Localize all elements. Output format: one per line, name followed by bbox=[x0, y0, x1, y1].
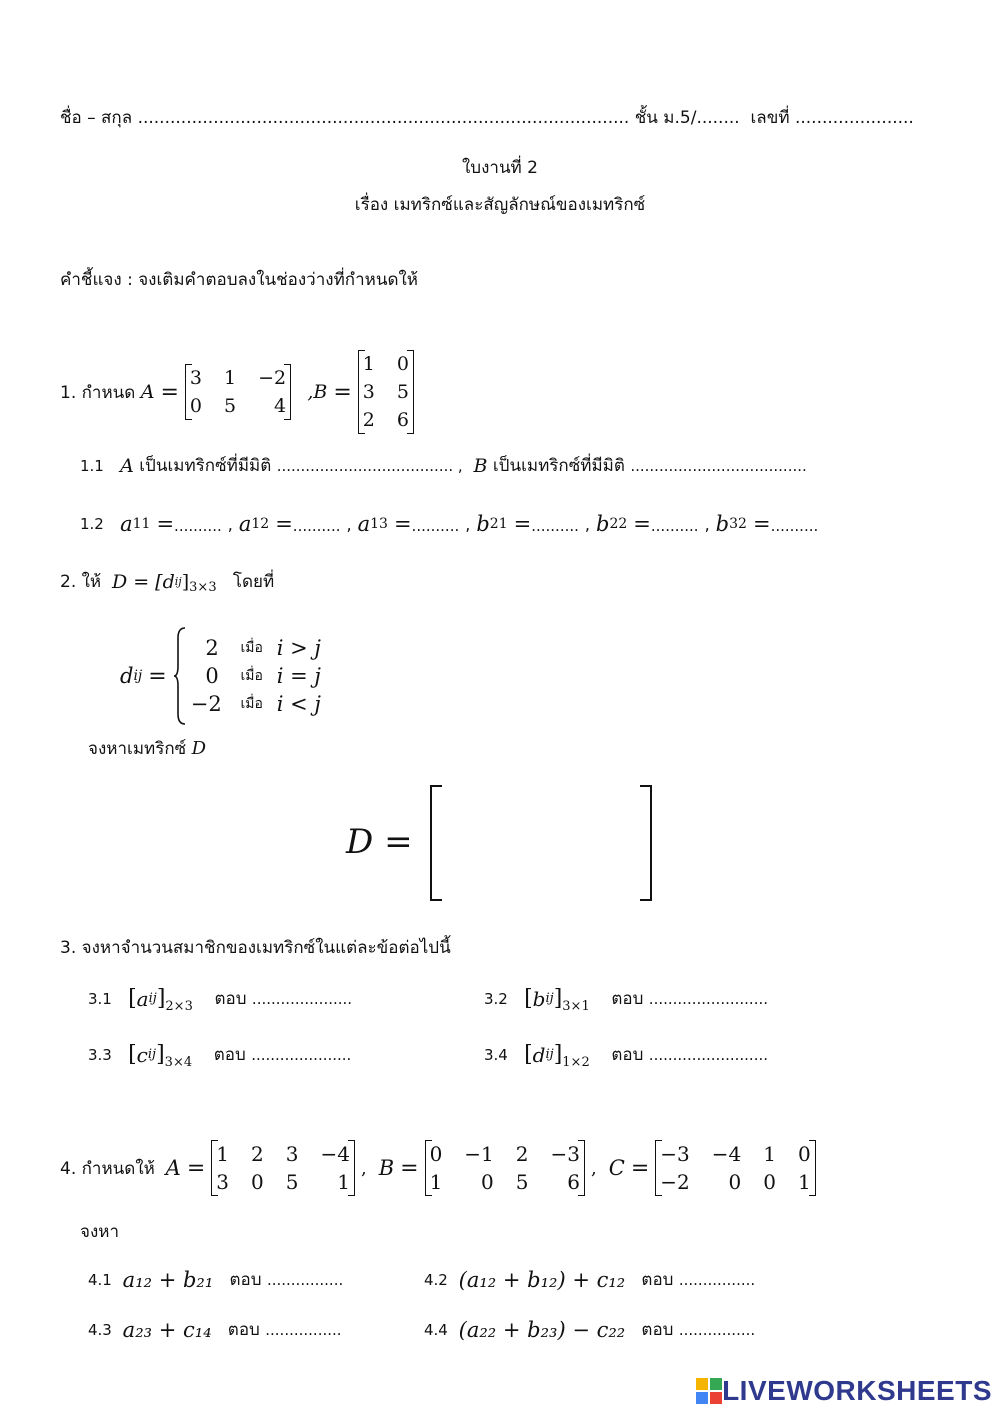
class-blank[interactable]: ........ bbox=[696, 107, 740, 128]
q2-def-sub: ij bbox=[174, 575, 182, 588]
q2-case-when: เมื่อ bbox=[240, 696, 263, 712]
q3-item: 3.2 [ b ij ] $_{3\times 1}$ ตอบ ......................... bbox=[484, 986, 768, 1014]
q1-b-cell-1-2: 0 bbox=[396, 353, 409, 375]
q4-item-number: 4.1 bbox=[88, 1270, 112, 1289]
liveworksheets-logo[interactable] bbox=[696, 1375, 992, 1407]
q2-case-condition: i = j bbox=[276, 664, 321, 688]
q4-b-cell-2-1: 1 bbox=[429, 1170, 443, 1194]
q1-1-a-symbol: A bbox=[120, 454, 134, 477]
q1-b-cell-3-1: 2 bbox=[362, 409, 375, 431]
q4-c-cell-1-1: −3 bbox=[660, 1142, 690, 1166]
q4-b-cell-1-2: −1 bbox=[464, 1142, 494, 1166]
q4-a-cell-2-1: 3 bbox=[216, 1170, 229, 1194]
q4-item-blank[interactable]: ................ bbox=[678, 1320, 756, 1339]
q1-2-item: a 13 =.......... , bbox=[357, 512, 471, 536]
q3-label: 3. จงหาจำนวนสมาชิกของเมทริกซ์ในแต่ละข้อต่อไปนี้ bbox=[60, 938, 451, 958]
q4-item bbox=[88, 1266, 343, 1293]
q4-matrix-b bbox=[425, 1140, 585, 1196]
q1-matrix-a-name: A bbox=[140, 381, 155, 403]
q4-c-cell-2-3: 0 bbox=[763, 1170, 776, 1194]
q3-item-number: 3.4 bbox=[484, 1045, 508, 1064]
q1-2-symbol: a bbox=[120, 512, 133, 536]
q2-definition: 2. ให้ D = [d ij ] $_{3\times 3}$ โดยที่ bbox=[60, 568, 274, 595]
q4-b-name: B bbox=[378, 1156, 395, 1180]
q1-2-blank[interactable]: =.......... bbox=[752, 512, 819, 536]
q2-def-lhs: D = [d bbox=[111, 570, 175, 593]
q1-matrix-a bbox=[185, 364, 291, 420]
q1-2-subscript: 21 bbox=[489, 516, 508, 532]
q4-c-cell-1-4: 0 bbox=[797, 1142, 811, 1166]
q1-a-cell-2-1: 0 bbox=[189, 395, 203, 417]
q3-item-blank[interactable]: ......................... bbox=[648, 989, 768, 1008]
q1-1 bbox=[80, 452, 807, 479]
q1-b-cell-2-2: 5 bbox=[396, 381, 409, 403]
q4-item-answer-label: ตอบ bbox=[229, 1270, 262, 1290]
q1-1-number: 1.1 bbox=[80, 456, 104, 475]
q2-ask bbox=[88, 735, 206, 762]
q2-case-list bbox=[191, 636, 321, 716]
q3-item-answer-label: ตอบ bbox=[214, 989, 247, 1009]
q4-item-answer-label: ตอบ bbox=[641, 1270, 674, 1290]
q4-item-expression: a₁₂ + b₂₁ bbox=[122, 1267, 214, 1292]
q1-2-blank[interactable]: =.......... bbox=[633, 512, 699, 536]
q3-item: 3.4 [ d ij ] $_{1\times 2}$ ตอบ ......................... bbox=[484, 1042, 768, 1070]
q1-2 bbox=[80, 512, 818, 536]
q4-item bbox=[88, 1316, 342, 1343]
q4-matrix-c bbox=[655, 1140, 815, 1196]
q1-2-subscript: 11 bbox=[132, 516, 151, 532]
q2-label: 2. ให้ bbox=[60, 572, 102, 592]
q1-2-blank[interactable]: =.......... bbox=[156, 512, 222, 536]
q1-a-cell-2-3: 4 bbox=[274, 395, 287, 417]
q4-item-expression: (a₂₂ + b₂₃) − c₂₂ bbox=[458, 1317, 626, 1342]
q1-1-blank-b[interactable]: ..................................... bbox=[630, 456, 807, 475]
q3-item: 3.1 [ a ij ] $_{2\times 3}$ ตอบ ..................... bbox=[88, 986, 353, 1014]
q1-1-text-b: เป็นเมทริกซ์ที่มีมิติ bbox=[492, 456, 625, 476]
q4-find: จงหา bbox=[80, 1222, 120, 1242]
student-info-line bbox=[60, 104, 914, 131]
q1-2-blank[interactable]: =.......... bbox=[513, 512, 579, 536]
q4-label: 4. กำหนดให้ bbox=[60, 1158, 155, 1179]
q1-b-cell-2-1: 3 bbox=[362, 381, 375, 403]
q3-item-symbol: a bbox=[136, 986, 149, 1011]
q1-2-symbol: a bbox=[357, 512, 371, 536]
q1-2-item bbox=[716, 512, 819, 536]
q4-a-cell-1-1: 1 bbox=[216, 1142, 229, 1166]
q1-2-subscript: 32 bbox=[729, 516, 747, 532]
q3-item-number: 3.2 bbox=[484, 989, 508, 1008]
q4-a-cell-2-3: 5 bbox=[285, 1170, 299, 1194]
q4-c-cell-2-4: 1 bbox=[797, 1170, 811, 1194]
q1-a-cell-1-3: −2 bbox=[258, 367, 287, 389]
instruction: คำชี้แจง : จงเติมคำตอบลงในช่องว่างที่กำหนดให้ bbox=[60, 270, 418, 290]
q1-2-symbol: b bbox=[476, 512, 490, 536]
q4-item-answer-label: ตอบ bbox=[641, 1320, 674, 1340]
q1-1-b-symbol: B bbox=[473, 454, 488, 477]
q3-item-dimension: 2×3 bbox=[165, 999, 193, 1014]
q2-d-sub: ij bbox=[133, 668, 143, 684]
q4-definition: 4. กำหนดให้ A = 1 2 3 −4 3 0 5 1 , B = 0 −1 2 −3 1 0 5 6 , C = −3 −4 1 0 −2 0 0 1 bbox=[60, 1140, 816, 1196]
q1-a-cell-2-2: 5 bbox=[224, 395, 237, 417]
q2-d-lhs: d bbox=[120, 664, 134, 688]
q1-1-blank-a[interactable]: ..................................... , bbox=[276, 456, 463, 475]
q1-a-cell-1-1: 3 bbox=[189, 367, 203, 389]
q1-2-item: b 22 =.......... , bbox=[596, 512, 710, 536]
q3-item-blank[interactable]: ......................... bbox=[648, 1045, 768, 1064]
q4-item-blank[interactable]: ................ bbox=[266, 1270, 344, 1289]
q4-item-blank[interactable]: ................ bbox=[265, 1320, 342, 1339]
q3-item-answer-label: ตอบ bbox=[611, 1045, 644, 1065]
q2-case-condition: i < j bbox=[276, 692, 321, 716]
q1-matrix-b bbox=[358, 350, 414, 434]
q4-b-cell-2-4: 6 bbox=[567, 1170, 580, 1194]
q1-2-number: 1.2 bbox=[80, 515, 104, 533]
q4-item bbox=[424, 1316, 755, 1343]
q2-def-dim: 3×3 bbox=[189, 580, 217, 595]
name-blank[interactable]: ........................................................................................... bbox=[137, 107, 630, 128]
q1-2-symbol: b bbox=[715, 512, 730, 536]
q1-2-item: b 21 =.......... , bbox=[476, 512, 590, 536]
q4-item-number: 4.3 bbox=[88, 1320, 112, 1339]
q2-case-value: 2 bbox=[205, 636, 219, 660]
q4-c-cell-2-2: 0 bbox=[728, 1170, 742, 1194]
q1-2-items bbox=[120, 512, 818, 536]
q3-item-symbol: b bbox=[532, 986, 546, 1011]
q1-label: 1. กำหนด bbox=[60, 382, 136, 403]
q1-matrix-b-name: ,B bbox=[307, 381, 328, 403]
q4-matrix-a bbox=[211, 1140, 355, 1196]
q3-item-number: 3.1 bbox=[88, 989, 112, 1008]
q3-item-answer-label: ตอบ bbox=[611, 989, 644, 1009]
q4-item-number: 4.4 bbox=[424, 1320, 448, 1339]
q1-definition: 1. กำหนด A = 3 1 −2 0 5 4 ,B = 1 0 3 5 2 6 bbox=[60, 350, 414, 434]
q3-item-symbol: c bbox=[136, 1042, 148, 1067]
q1-2-subscript: 12 bbox=[251, 516, 270, 532]
q2-case-value: −2 bbox=[190, 692, 222, 716]
q4-b-cell-1-4: −3 bbox=[550, 1142, 580, 1166]
q4-b-cell-1-1: 0 bbox=[429, 1142, 443, 1166]
q1-2-subscript: 22 bbox=[609, 516, 628, 532]
q4-item-answer-label: ตอบ bbox=[227, 1320, 260, 1340]
q2-def-text: โดยที่ bbox=[232, 572, 275, 592]
q1-2-symbol: a bbox=[238, 512, 252, 536]
q4-item bbox=[424, 1266, 755, 1293]
worksheet-subtitle: เรื่อง เมทริกซ์และสัญลักษณ์ของเมทริกซ์ bbox=[354, 195, 646, 215]
q4-a-name: A bbox=[165, 1156, 181, 1180]
q4-b-cell-2-2: 0 bbox=[481, 1170, 494, 1194]
q2-ask-symbol: D bbox=[191, 738, 207, 759]
q3-item-blank[interactable]: ..................... bbox=[251, 989, 353, 1008]
name-label: ชื่อ – สกุล bbox=[60, 108, 133, 128]
q4-item-blank[interactable]: ................ bbox=[678, 1270, 756, 1289]
q3-item-dimension: 1×2 bbox=[562, 1055, 590, 1070]
logo-text: LIVEWORKSHEETS bbox=[722, 1375, 992, 1406]
q3-item-number: 3.3 bbox=[88, 1045, 112, 1064]
q4-a-cell-1-2: 2 bbox=[251, 1142, 264, 1166]
left-brace-icon bbox=[173, 626, 187, 726]
q3-item-symbol: d bbox=[532, 1042, 546, 1067]
q1-b-cell-3-2: 6 bbox=[396, 409, 409, 431]
q2-answer-lhs: D = bbox=[346, 822, 413, 862]
q4-a-cell-2-2: 0 bbox=[251, 1170, 264, 1194]
q4-b-cell-1-3: 2 bbox=[515, 1142, 529, 1166]
q4-c-cell-2-1: −2 bbox=[660, 1170, 690, 1194]
q4-item-expression: (a₁₂ + b₁₂) + c₁₂ bbox=[458, 1267, 626, 1292]
q2-case-when: เมื่อ bbox=[240, 640, 263, 656]
q2-case-when: เมื่อ bbox=[240, 668, 263, 684]
q4-c-name: C bbox=[608, 1156, 625, 1180]
q2-case-value: 0 bbox=[205, 664, 219, 688]
q4-a-cell-1-4: −4 bbox=[320, 1142, 350, 1166]
q4-a-cell-1-3: 3 bbox=[285, 1142, 299, 1166]
q3-item: 3.3 [ c ij ] $_{3\times 4}$ ตอบ ..................... bbox=[88, 1042, 352, 1070]
q4-b-cell-2-3: 5 bbox=[515, 1170, 529, 1194]
q2-cases: d ij = 2 เมื่อ i > j 0 เมื่อ i = j −2 เมื่อ i < j bbox=[120, 626, 321, 726]
q1-2-item: a 12 =.......... , bbox=[238, 512, 352, 536]
q1-2-symbol: b bbox=[596, 512, 610, 536]
q2-ask-text: จงหาเมทริกซ์ bbox=[88, 739, 187, 759]
liveworksheets-logo-icon bbox=[696, 1378, 722, 1404]
q3-item-dimension: 3×1 bbox=[562, 999, 590, 1014]
number-label: เลขที่ bbox=[750, 108, 790, 128]
q4-c-cell-1-2: −4 bbox=[711, 1142, 742, 1166]
q1-2-blank[interactable]: =.......... bbox=[393, 512, 460, 536]
q1-2-blank[interactable]: =.......... bbox=[275, 512, 341, 536]
q1-1-text-a: เป็นเมทริกซ์ที่มีมิติ bbox=[139, 456, 272, 476]
q3-item-dimension: 3×4 bbox=[164, 1055, 193, 1070]
q1-a-cell-1-2: 1 bbox=[224, 367, 237, 389]
number-blank[interactable]: ...................... bbox=[794, 107, 914, 128]
q4-item-number: 4.2 bbox=[424, 1270, 448, 1289]
q1-2-subscript: 13 bbox=[370, 516, 388, 532]
q4-c-cell-1-3: 1 bbox=[763, 1142, 776, 1166]
q1-b-cell-1-1: 1 bbox=[362, 353, 375, 375]
q4-a-cell-2-4: 1 bbox=[337, 1170, 350, 1194]
q3-item-blank[interactable]: ..................... bbox=[251, 1045, 352, 1064]
class-label: ชั้น ม.5/ bbox=[634, 108, 697, 128]
worksheet-title: ใบงานที่ 2 bbox=[462, 158, 538, 178]
q3-item-answer-label: ตอบ bbox=[213, 1045, 246, 1065]
q1-2-item: a 11 =.......... , bbox=[120, 512, 233, 536]
q4-item-expression: a₂₃ + c₁₄ bbox=[122, 1317, 212, 1342]
q2-case-condition: i > j bbox=[276, 636, 321, 660]
q2-answer-matrix[interactable] bbox=[430, 785, 652, 901]
